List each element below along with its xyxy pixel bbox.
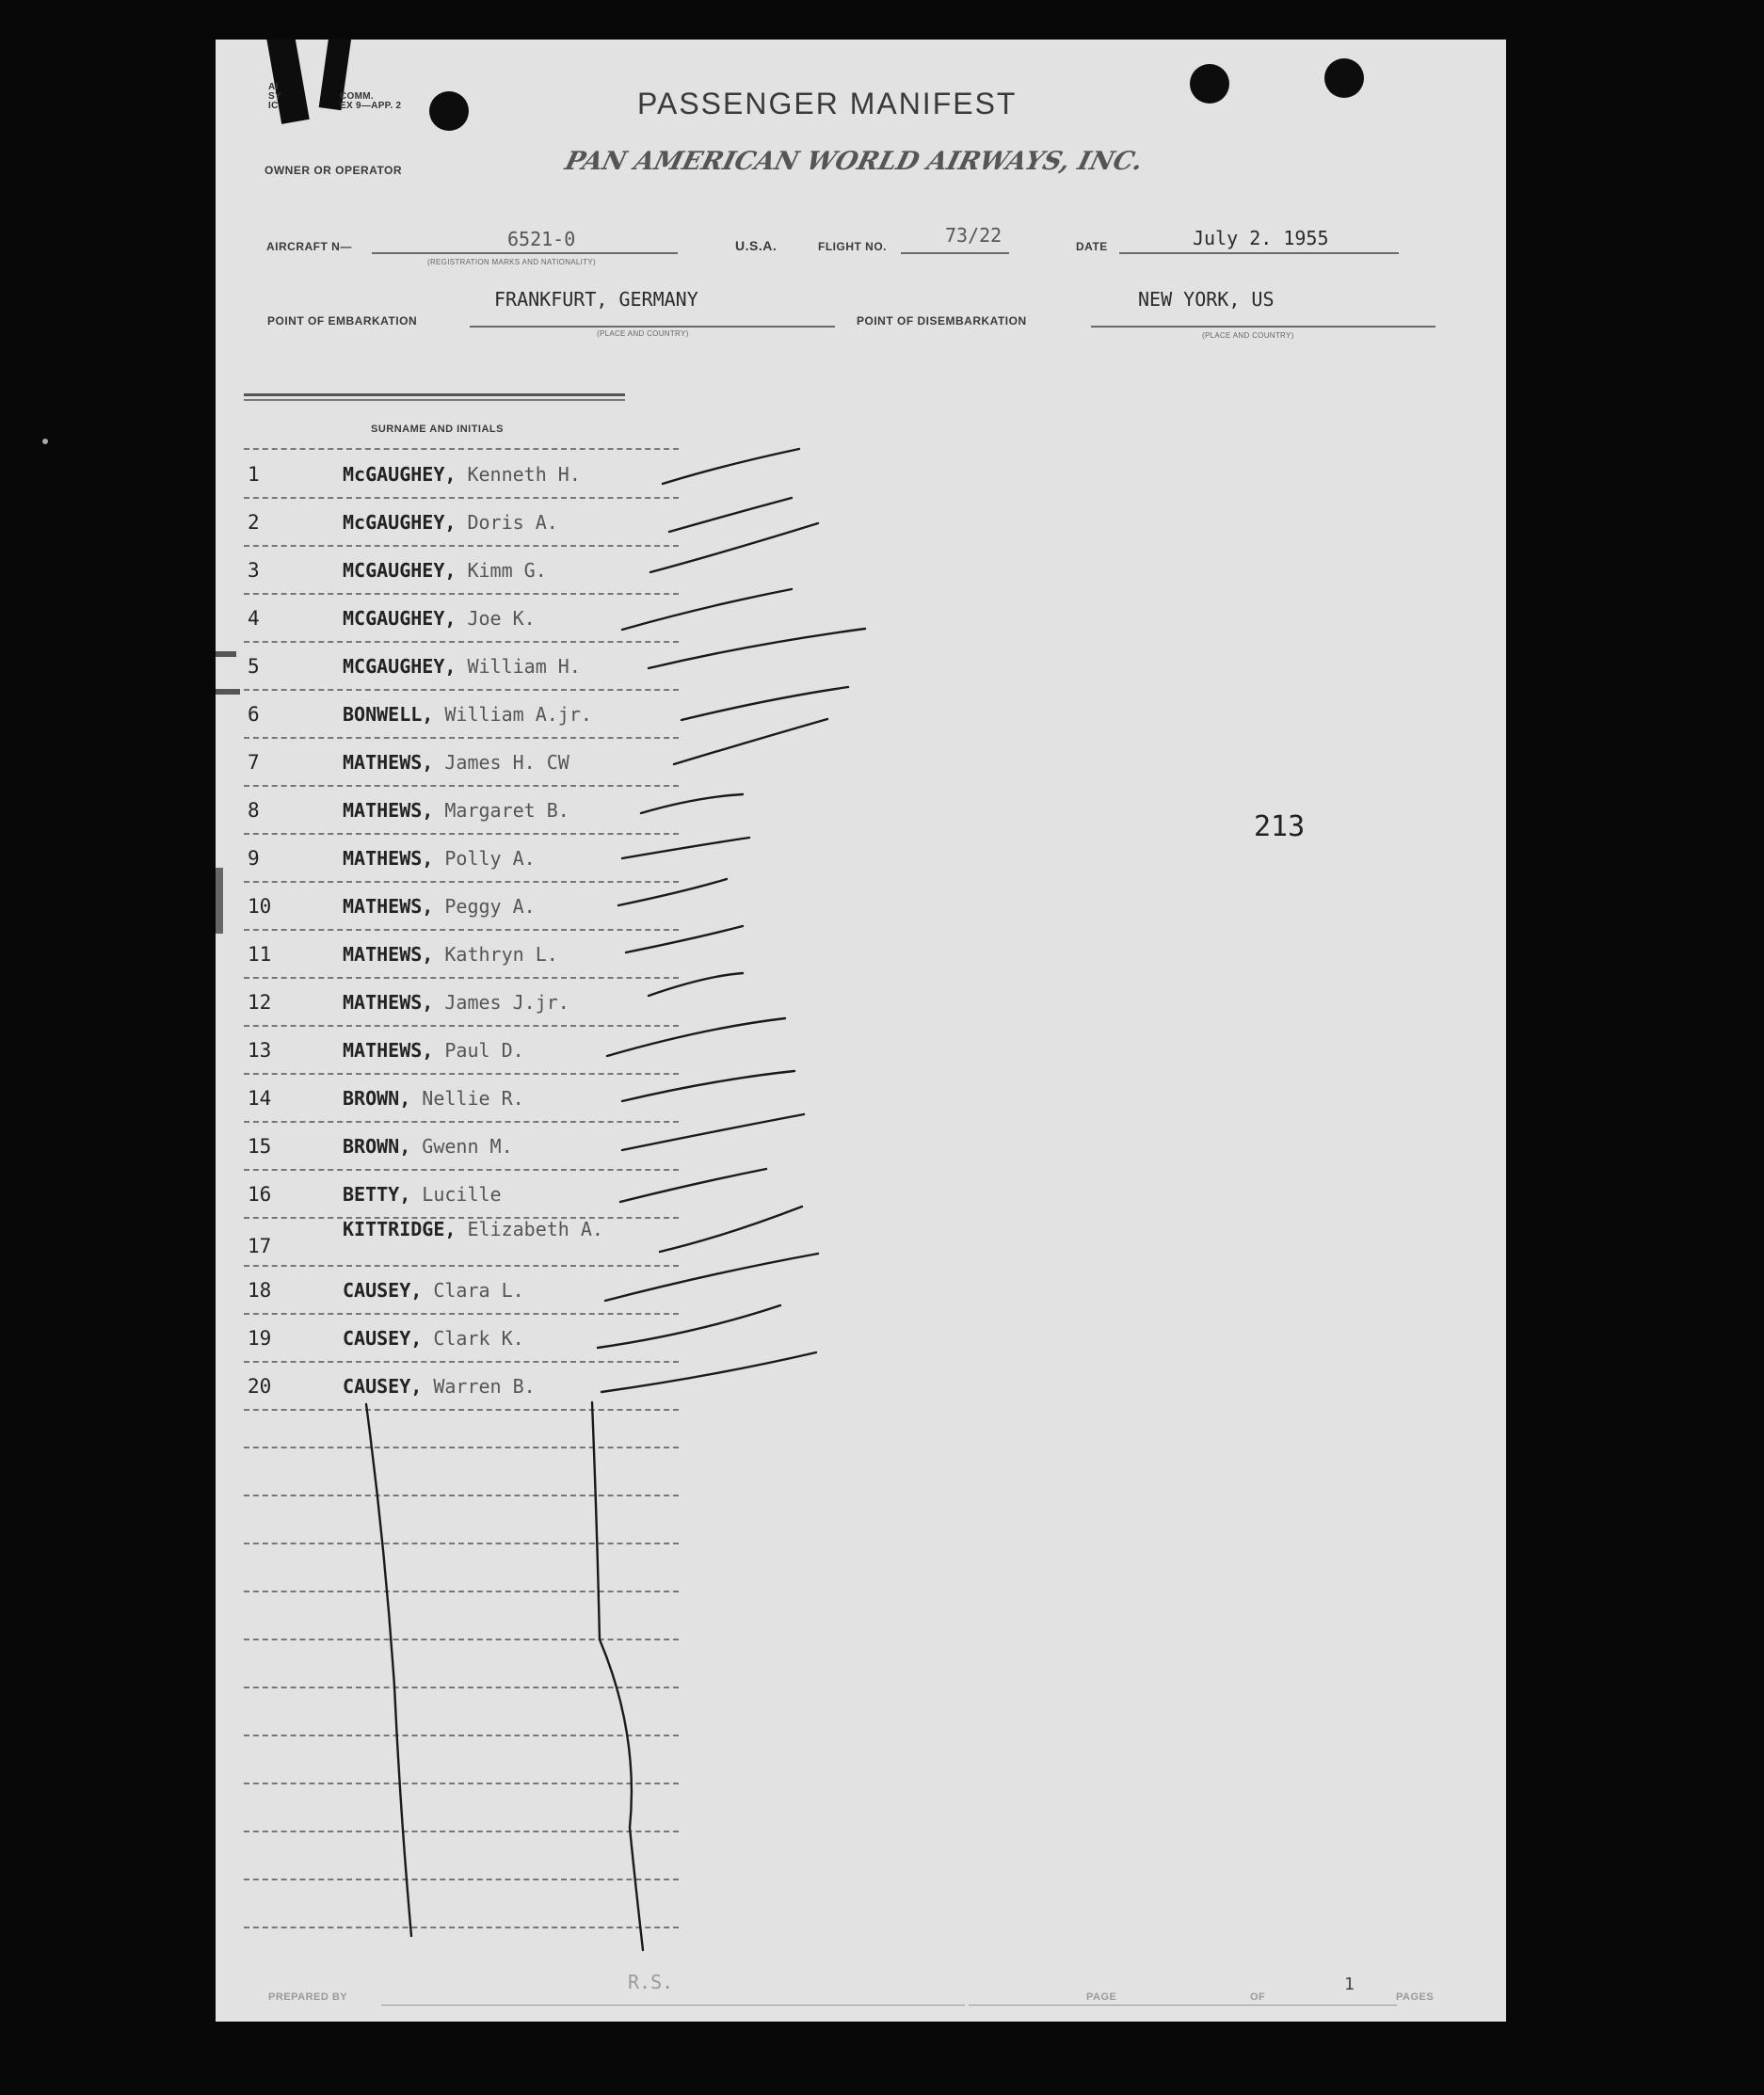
page-rule: [969, 2005, 1397, 2006]
row-number: 8: [248, 799, 260, 822]
passenger-surname: MCGAUGHEY,: [343, 655, 457, 678]
passenger-surname: KITTRIDGE,: [343, 1218, 457, 1240]
passenger-surname: MATHEWS,: [343, 943, 434, 966]
row-number: 12: [248, 991, 272, 1014]
passenger-given-names: Polly A.: [444, 847, 536, 870]
embarkation-place: FRANKFURT, GERMANY: [494, 288, 698, 311]
row-number: 1: [248, 463, 260, 486]
handwritten-check-marks: [216, 40, 1506, 2022]
disembarkation-label: POINT OF DISEMBARKATION: [857, 314, 1027, 328]
row-number: 4: [248, 607, 260, 630]
row-number: 5: [248, 655, 260, 678]
pages-label: PAGES: [1396, 1991, 1435, 2003]
row-number: 11: [248, 943, 272, 966]
aircraft-label: AIRCRAFT N—: [266, 240, 352, 253]
passenger-given-names: William A.jr.: [444, 703, 592, 726]
row-number: 6: [248, 703, 260, 726]
row-number: 13: [248, 1039, 272, 1062]
passenger-surname: BETTY,: [343, 1183, 411, 1206]
passenger-surname: MATHEWS,: [343, 991, 434, 1014]
row-number: 19: [248, 1327, 272, 1350]
prepared-by-label: PREPARED BY: [268, 1991, 348, 2003]
passenger-given-names: Paul D.: [444, 1039, 524, 1062]
total-pages: 1: [1344, 1975, 1355, 1994]
of-label: OF: [1250, 1991, 1266, 2003]
row-number: 15: [248, 1135, 272, 1158]
passenger-given-names: James J.jr.: [444, 991, 569, 1014]
passenger-surname: MATHEWS,: [343, 751, 434, 774]
row-number: 9: [248, 847, 260, 870]
row-number: 10: [248, 895, 272, 918]
disembarkation-place: NEW YORK, US: [1138, 288, 1275, 311]
passenger-given-names: Gwenn M.: [422, 1135, 513, 1158]
page-stamp-number: 213: [1254, 810, 1306, 843]
background-speck: [42, 439, 48, 444]
passenger-surname: MATHEWS,: [343, 847, 434, 870]
disembarkation-caption: (PLACE AND COUNTRY): [1202, 331, 1294, 340]
passenger-surname: CAUSEY,: [343, 1279, 423, 1302]
passenger-surname: BROWN,: [343, 1087, 411, 1110]
passenger-given-names: Warren B.: [433, 1375, 536, 1398]
row-number: 2: [248, 511, 260, 534]
passenger-surname: BROWN,: [343, 1135, 411, 1158]
row-number: 18: [248, 1279, 272, 1302]
passenger-given-names: Clara L.: [433, 1279, 524, 1302]
passenger-given-names: Kenneth H.: [467, 463, 581, 486]
flight-number: 73/22: [945, 224, 1002, 247]
row-number: 3: [248, 559, 260, 582]
passenger-surname: MCGAUGHEY,: [343, 559, 457, 582]
embarkation-caption: (PLACE AND COUNTRY): [597, 329, 689, 338]
margin-smudge: [216, 651, 236, 657]
passenger-given-names: Kathryn L.: [444, 943, 558, 966]
passenger-given-names: Margaret B.: [444, 799, 569, 822]
passenger-surname: MATHEWS,: [343, 1039, 434, 1062]
manifest-page: [216, 40, 1506, 2022]
passenger-given-names: William H.: [467, 655, 581, 678]
margin-smudge: [216, 868, 223, 934]
aircraft-caption: (REGISTRATION MARKS AND NATIONALITY): [427, 258, 596, 266]
prepared-by-rule: [381, 2005, 965, 2006]
passenger-surname: BONWELL,: [343, 703, 434, 726]
row-number: 7: [248, 751, 260, 774]
usa-label: U.S.A.: [735, 238, 778, 253]
passenger-given-names: Lucille: [422, 1183, 502, 1206]
row-number: 16: [248, 1183, 272, 1206]
flight-date: July 2. 1955: [1193, 227, 1329, 249]
passenger-surname: MATHEWS,: [343, 799, 434, 822]
aircraft-number: 6521-0: [507, 228, 576, 250]
passenger-surname: MATHEWS,: [343, 895, 434, 918]
form-corner-stamp: COMM. EX 9—APP. 2: [340, 91, 402, 111]
page-label: PAGE: [1086, 1991, 1117, 2003]
embarkation-label: POINT OF EMBARKATION: [267, 314, 418, 328]
page-title: PASSENGER MANIFEST: [637, 87, 1018, 120]
passenger-surname: McGAUGHEY,: [343, 463, 457, 486]
margin-smudge: [216, 689, 240, 695]
owner-name: PAN AMERICAN WORLD AIRWAYS, INC.: [562, 147, 1147, 176]
column-header-surname: SURNAME AND INITIALS: [371, 424, 504, 435]
passenger-surname: McGAUGHEY,: [343, 511, 457, 534]
passenger-given-names: Peggy A.: [444, 895, 536, 918]
passenger-given-names: Doris A.: [467, 511, 558, 534]
passenger-surname: CAUSEY,: [343, 1375, 423, 1398]
passenger-given-names: Elizabeth A.: [467, 1218, 603, 1240]
passenger-surname: MCGAUGHEY,: [343, 607, 457, 630]
passenger-given-names: James H. CW: [444, 751, 569, 774]
owner-label: OWNER OR OPERATOR: [265, 164, 403, 177]
passenger-surname: CAUSEY,: [343, 1327, 423, 1350]
row-number: 17: [248, 1235, 272, 1257]
passenger-given-names: Joe K.: [467, 607, 536, 630]
date-label: DATE: [1076, 240, 1108, 253]
flight-label: FLIGHT NO.: [818, 240, 887, 253]
form-corner-stamp: AI SY IC: [268, 82, 281, 111]
row-number: 20: [248, 1375, 272, 1398]
passenger-given-names: Clark K.: [433, 1327, 524, 1350]
passenger-given-names: Kimm G.: [467, 559, 547, 582]
passenger-given-names: Nellie R.: [422, 1087, 524, 1110]
row-number: 14: [248, 1087, 272, 1110]
preparer-initials: R.S.: [628, 1971, 674, 1993]
